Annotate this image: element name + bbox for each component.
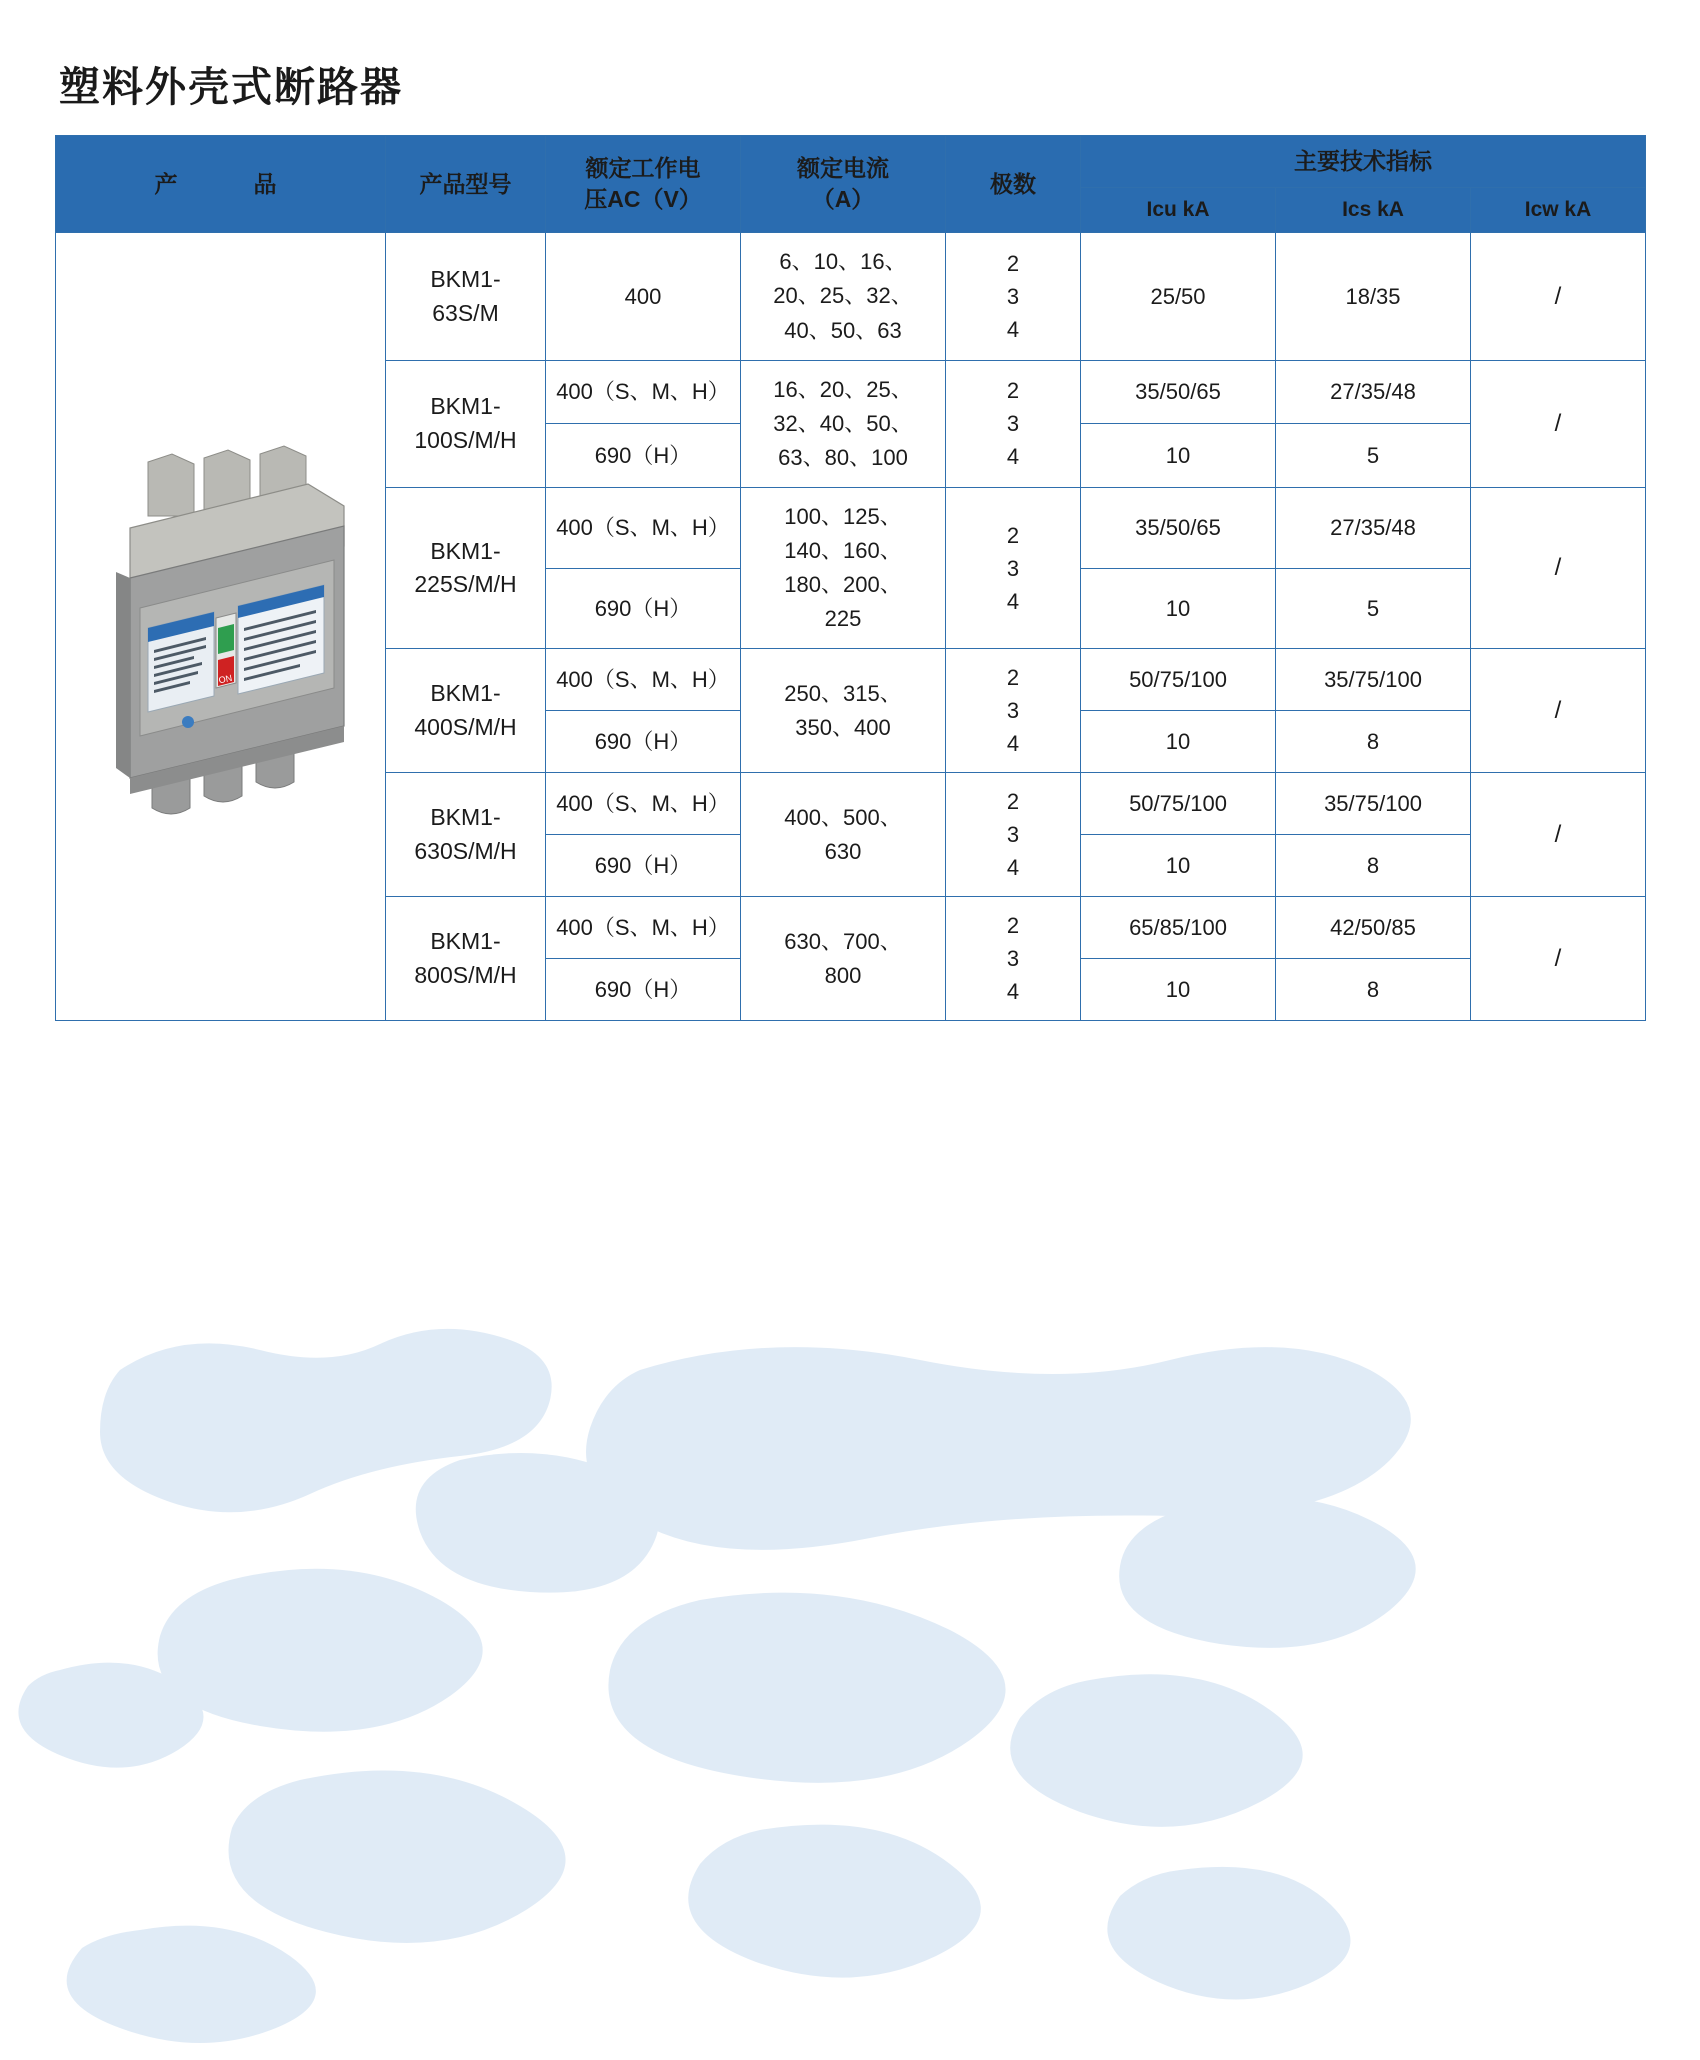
cell-poles bbox=[946, 360, 1081, 487]
cell-voltage: 400（S、M、H） bbox=[546, 487, 741, 568]
table-row bbox=[56, 233, 1646, 360]
current-line: 400、500、 bbox=[784, 804, 902, 830]
cell-current bbox=[741, 233, 946, 360]
cell-ics: 5 bbox=[1276, 568, 1471, 649]
cell-voltage: 690（H） bbox=[546, 568, 741, 649]
header-ics: Ics kA bbox=[1276, 188, 1471, 233]
page-title: 塑料外壳式断路器 bbox=[59, 64, 403, 110]
header-current-line1: 额定电流 bbox=[797, 155, 889, 182]
header-model: 产品型号 bbox=[386, 136, 546, 233]
specification-table bbox=[55, 135, 1646, 1021]
pole-value: 4 bbox=[1006, 731, 1020, 757]
cell-icu: 10 bbox=[1081, 959, 1276, 1021]
cell-ics: 8 bbox=[1276, 711, 1471, 773]
cell-model bbox=[386, 649, 546, 773]
model-line2: 800S/M/H bbox=[414, 961, 517, 988]
cell-icw: / bbox=[1471, 233, 1646, 360]
pole-value: 4 bbox=[1006, 588, 1020, 614]
cell-voltage: 400 bbox=[546, 233, 741, 360]
current-line: 225 bbox=[824, 606, 862, 632]
model-line1: BKM1- bbox=[430, 804, 501, 831]
pole-value: 3 bbox=[1006, 946, 1020, 972]
cell-current bbox=[741, 649, 946, 773]
cell-current bbox=[741, 773, 946, 897]
cell-model bbox=[386, 773, 546, 897]
cell-voltage: 400（S、M、H） bbox=[546, 649, 741, 711]
cell-ics: 8 bbox=[1276, 835, 1471, 897]
pole-value: 4 bbox=[1006, 979, 1020, 1005]
current-line: 32、40、50、 bbox=[773, 410, 913, 436]
header-icw: Icw kA bbox=[1471, 188, 1646, 233]
current-line: 6、10、16、 bbox=[779, 249, 907, 275]
current-line: 800 bbox=[824, 962, 862, 988]
model-line2: 630S/M/H bbox=[414, 837, 517, 864]
pole-value: 2 bbox=[1006, 665, 1020, 691]
header-current bbox=[741, 136, 946, 233]
svg-text:ON: ON bbox=[217, 672, 233, 686]
header-product: 产 品 bbox=[56, 136, 386, 233]
current-line: 180、200、 bbox=[784, 572, 902, 598]
cell-voltage: 690（H） bbox=[546, 424, 741, 488]
cell-model bbox=[386, 487, 546, 648]
cell-icw: / bbox=[1471, 649, 1646, 773]
header-current-line2: （A） bbox=[811, 186, 875, 213]
cell-icu: 50/75/100 bbox=[1081, 773, 1276, 835]
pole-value: 3 bbox=[1006, 284, 1020, 310]
cell-icu: 35/50/65 bbox=[1081, 360, 1276, 424]
current-line: 63、80、100 bbox=[778, 444, 908, 470]
cell-ics: 5 bbox=[1276, 424, 1471, 488]
cell-icu: 10 bbox=[1081, 424, 1276, 488]
current-line: 40、50、63 bbox=[784, 317, 902, 343]
cell-voltage: 690（H） bbox=[546, 711, 741, 773]
cell-voltage: 690（H） bbox=[546, 959, 741, 1021]
cell-current bbox=[741, 897, 946, 1021]
cell-icw: / bbox=[1471, 487, 1646, 648]
breaker-product-image bbox=[76, 432, 366, 822]
cell-icu: 10 bbox=[1081, 711, 1276, 773]
cell-icu: 65/85/100 bbox=[1081, 897, 1276, 959]
pole-value: 2 bbox=[1006, 913, 1020, 939]
header-voltage-line1: 额定工作电 bbox=[585, 155, 701, 182]
cell-icw: / bbox=[1471, 773, 1646, 897]
current-line: 100、125、 bbox=[784, 503, 902, 529]
pole-value: 2 bbox=[1006, 522, 1020, 548]
pole-value: 2 bbox=[1006, 251, 1020, 277]
current-line: 250、315、 bbox=[784, 680, 902, 706]
current-line: 16、20、25、 bbox=[773, 376, 913, 402]
pole-value: 3 bbox=[1006, 822, 1020, 848]
header-poles: 极数 bbox=[946, 136, 1081, 233]
model-line1: BKM1- bbox=[430, 266, 501, 293]
cell-voltage: 400（S、M、H） bbox=[546, 897, 741, 959]
model-line2: 225S/M/H bbox=[414, 571, 517, 598]
cell-poles bbox=[946, 649, 1081, 773]
pole-value: 4 bbox=[1006, 317, 1020, 343]
model-line1: BKM1- bbox=[430, 537, 501, 564]
header-voltage-line2: 压AC（V） bbox=[584, 186, 702, 213]
cell-model bbox=[386, 360, 546, 487]
cell-icu: 10 bbox=[1081, 835, 1276, 897]
cell-voltage: 400（S、M、H） bbox=[546, 773, 741, 835]
cell-poles bbox=[946, 233, 1081, 360]
pole-value: 2 bbox=[1006, 789, 1020, 815]
model-line2: 400S/M/H bbox=[414, 713, 517, 740]
pole-value: 4 bbox=[1006, 855, 1020, 881]
cell-icu: 10 bbox=[1081, 568, 1276, 649]
cell-model bbox=[386, 897, 546, 1021]
cell-icu: 25/50 bbox=[1081, 233, 1276, 360]
cell-poles bbox=[946, 487, 1081, 648]
current-line: 350、400 bbox=[795, 714, 891, 740]
header-main-specs: 主要技术指标 bbox=[1081, 136, 1646, 188]
pole-value: 2 bbox=[1006, 378, 1020, 404]
pole-value: 4 bbox=[1006, 444, 1020, 470]
pole-value: 3 bbox=[1006, 411, 1020, 437]
cell-poles bbox=[946, 897, 1081, 1021]
cell-ics: 42/50/85 bbox=[1276, 897, 1471, 959]
model-line2: 100S/M/H bbox=[414, 426, 517, 453]
cell-voltage: 400（S、M、H） bbox=[546, 360, 741, 424]
cell-ics: 18/35 bbox=[1276, 233, 1471, 360]
product-image-cell bbox=[56, 233, 386, 1021]
cell-current bbox=[741, 487, 946, 648]
cell-icu: 35/50/65 bbox=[1081, 487, 1276, 568]
cell-icw: / bbox=[1471, 897, 1646, 1021]
model-line1: BKM1- bbox=[430, 928, 501, 955]
model-line1: BKM1- bbox=[430, 680, 501, 707]
cell-voltage: 690（H） bbox=[546, 835, 741, 897]
table-body bbox=[56, 233, 1646, 1021]
pole-value: 3 bbox=[1006, 698, 1020, 724]
cell-ics: 27/35/48 bbox=[1276, 487, 1471, 568]
model-line1: BKM1- bbox=[430, 393, 501, 420]
pole-value: 3 bbox=[1006, 555, 1020, 581]
model-line2: 63S/M bbox=[432, 299, 499, 326]
header-icu: Icu kA bbox=[1081, 188, 1276, 233]
table-header bbox=[56, 136, 1646, 233]
cell-icw: / bbox=[1471, 360, 1646, 487]
cell-current bbox=[741, 360, 946, 487]
current-line: 630、700、 bbox=[784, 928, 902, 954]
cell-model bbox=[386, 233, 546, 360]
current-line: 140、160、 bbox=[784, 538, 902, 564]
header-voltage bbox=[546, 136, 741, 233]
page-content bbox=[0, 0, 1700, 1021]
cell-ics: 8 bbox=[1276, 959, 1471, 1021]
cell-ics: 27/35/48 bbox=[1276, 360, 1471, 424]
cell-ics: 35/75/100 bbox=[1276, 649, 1471, 711]
world-map-watermark bbox=[0, 1250, 1700, 2060]
current-line: 20、25、32、 bbox=[773, 283, 913, 309]
cell-poles bbox=[946, 773, 1081, 897]
current-line: 630 bbox=[824, 838, 862, 864]
cell-icu: 50/75/100 bbox=[1081, 649, 1276, 711]
cell-ics: 35/75/100 bbox=[1276, 773, 1471, 835]
